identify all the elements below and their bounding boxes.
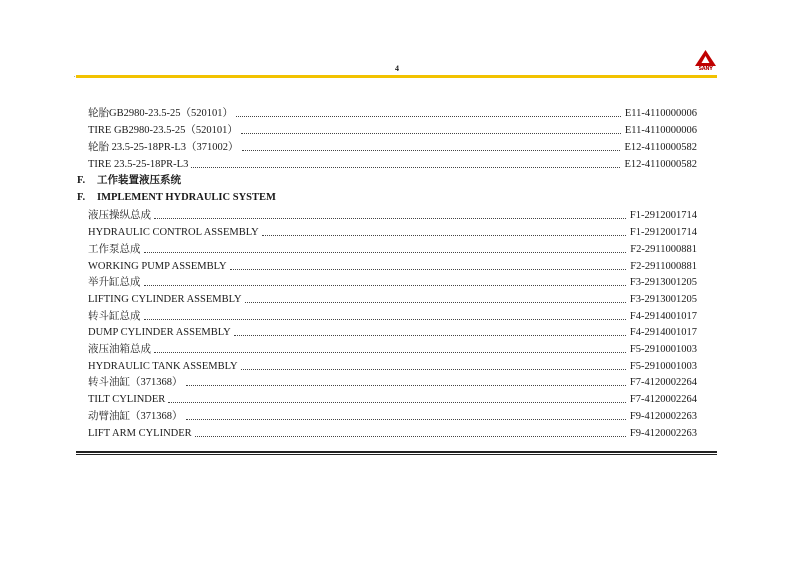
- entry-code: F5-2910001003: [629, 361, 697, 372]
- toc-entry[interactable]: [88, 224, 697, 240]
- entry-code: F7-4120002264: [629, 394, 697, 405]
- toc-entry[interactable]: [88, 425, 697, 441]
- entry-code: F4-2914001017: [629, 327, 697, 338]
- toc-entry[interactable]: [88, 324, 697, 340]
- entry-code: F4-2914001017: [629, 311, 697, 322]
- dot-leader: [242, 150, 621, 151]
- entry-label: TIRE 23.5-25-18PR-L3: [88, 159, 189, 170]
- toc-entry[interactable]: [88, 391, 697, 407]
- entry-label: LIFTING CYLINDER ASSEMBLY: [88, 294, 242, 305]
- dot-leader: [144, 252, 627, 253]
- entry-code: F2-2911000881: [630, 244, 697, 255]
- toc-entry[interactable]: [88, 408, 697, 424]
- entry-label: TIRE GB2980-23.5-25（520101）: [88, 125, 238, 136]
- entry-code: F2-2911000881: [630, 261, 697, 272]
- toc-entry[interactable]: [88, 156, 697, 172]
- entry-label: WORKING PUMP ASSEMBLY: [88, 261, 227, 272]
- dot-leader: [241, 133, 621, 134]
- section-heading: [77, 191, 276, 207]
- toc-entry[interactable]: [88, 308, 697, 324]
- toc-entry[interactable]: [88, 291, 697, 307]
- entry-label: LIFT ARM CYLINDER: [88, 428, 192, 439]
- toc-entry[interactable]: [88, 358, 697, 374]
- logo-text: SANY: [698, 66, 713, 72]
- entry-code: E12-4110000582: [624, 159, 697, 170]
- dot-leader: [230, 269, 627, 270]
- dot-leader: [168, 402, 626, 403]
- section-heading: [77, 174, 181, 190]
- header-dot: .: [74, 73, 76, 79]
- toc-entry[interactable]: [88, 241, 697, 257]
- dot-leader: [236, 116, 621, 117]
- toc-entry[interactable]: [88, 374, 697, 390]
- footer-rule-thin: [76, 454, 717, 455]
- entry-label: HYDRAULIC TANK ASSEMBLY: [88, 361, 238, 372]
- entry-code: F5-2910001003: [629, 344, 697, 355]
- entry-label: 转斗缸总成: [88, 311, 141, 322]
- entry-code: F7-4120002264: [629, 377, 697, 388]
- entry-code: F1-2912001714: [629, 227, 697, 238]
- dot-leader: [245, 302, 626, 303]
- toc-entry[interactable]: [88, 258, 697, 274]
- entry-label: 动臂油缸（371368）: [88, 411, 183, 422]
- entry-code: E11-4110000006: [624, 125, 697, 136]
- toc-entry[interactable]: [88, 122, 697, 138]
- dot-leader: [241, 369, 626, 370]
- toc-entry[interactable]: [88, 207, 697, 223]
- dot-leader: [195, 436, 626, 437]
- toc-entry[interactable]: [88, 105, 697, 121]
- dot-leader: [154, 352, 626, 353]
- dot-leader: [144, 285, 626, 286]
- entry-label: TILT CYLINDER: [88, 394, 166, 405]
- dot-leader: [262, 235, 626, 236]
- toc-entry[interactable]: [88, 139, 697, 155]
- entry-label: 轮胎 23.5-25-18PR-L3（371002）: [88, 142, 239, 153]
- entry-code: F3-2913001205: [629, 294, 697, 305]
- section-title: 工作装置液压系统: [97, 175, 181, 186]
- entry-code: E12-4110000582: [624, 142, 697, 153]
- entry-label: HYDRAULIC CONTROL ASSEMBLY: [88, 227, 259, 238]
- entry-code: F9-4120002263: [629, 411, 697, 422]
- section-letter: F.: [77, 192, 86, 203]
- section-title: IMPLEMENT HYDRAULIC SYSTEM: [97, 192, 276, 203]
- entry-code: F3-2913001205: [629, 277, 697, 288]
- footer-rule: [76, 451, 717, 453]
- entry-label: DUMP CYLINDER ASSEMBLY: [88, 327, 231, 338]
- entry-code: F9-4120002263: [629, 428, 697, 439]
- dot-leader: [144, 319, 626, 320]
- entry-label: 转斗油缸（371368）: [88, 377, 183, 388]
- page-number: 4: [395, 64, 399, 73]
- entry-label: 举升缸总成: [88, 277, 141, 288]
- entry-label: 工作泵总成: [88, 244, 141, 255]
- dot-leader: [191, 167, 620, 168]
- entry-code: E11-4110000006: [624, 108, 697, 119]
- entry-code: F1-2912001714: [629, 210, 697, 221]
- dot-leader: [186, 385, 626, 386]
- entry-label: 液压操纵总成: [88, 210, 151, 221]
- section-letter: F.: [77, 175, 86, 186]
- toc-entry[interactable]: [88, 274, 697, 290]
- toc-entry[interactable]: [88, 341, 697, 357]
- dot-leader: [234, 335, 626, 336]
- entry-label: 液压油箱总成: [88, 344, 151, 355]
- dot-leader: [154, 218, 626, 219]
- dot-leader: [186, 419, 626, 420]
- entry-label: 轮胎GB2980-23.5-25（520101）: [88, 108, 233, 119]
